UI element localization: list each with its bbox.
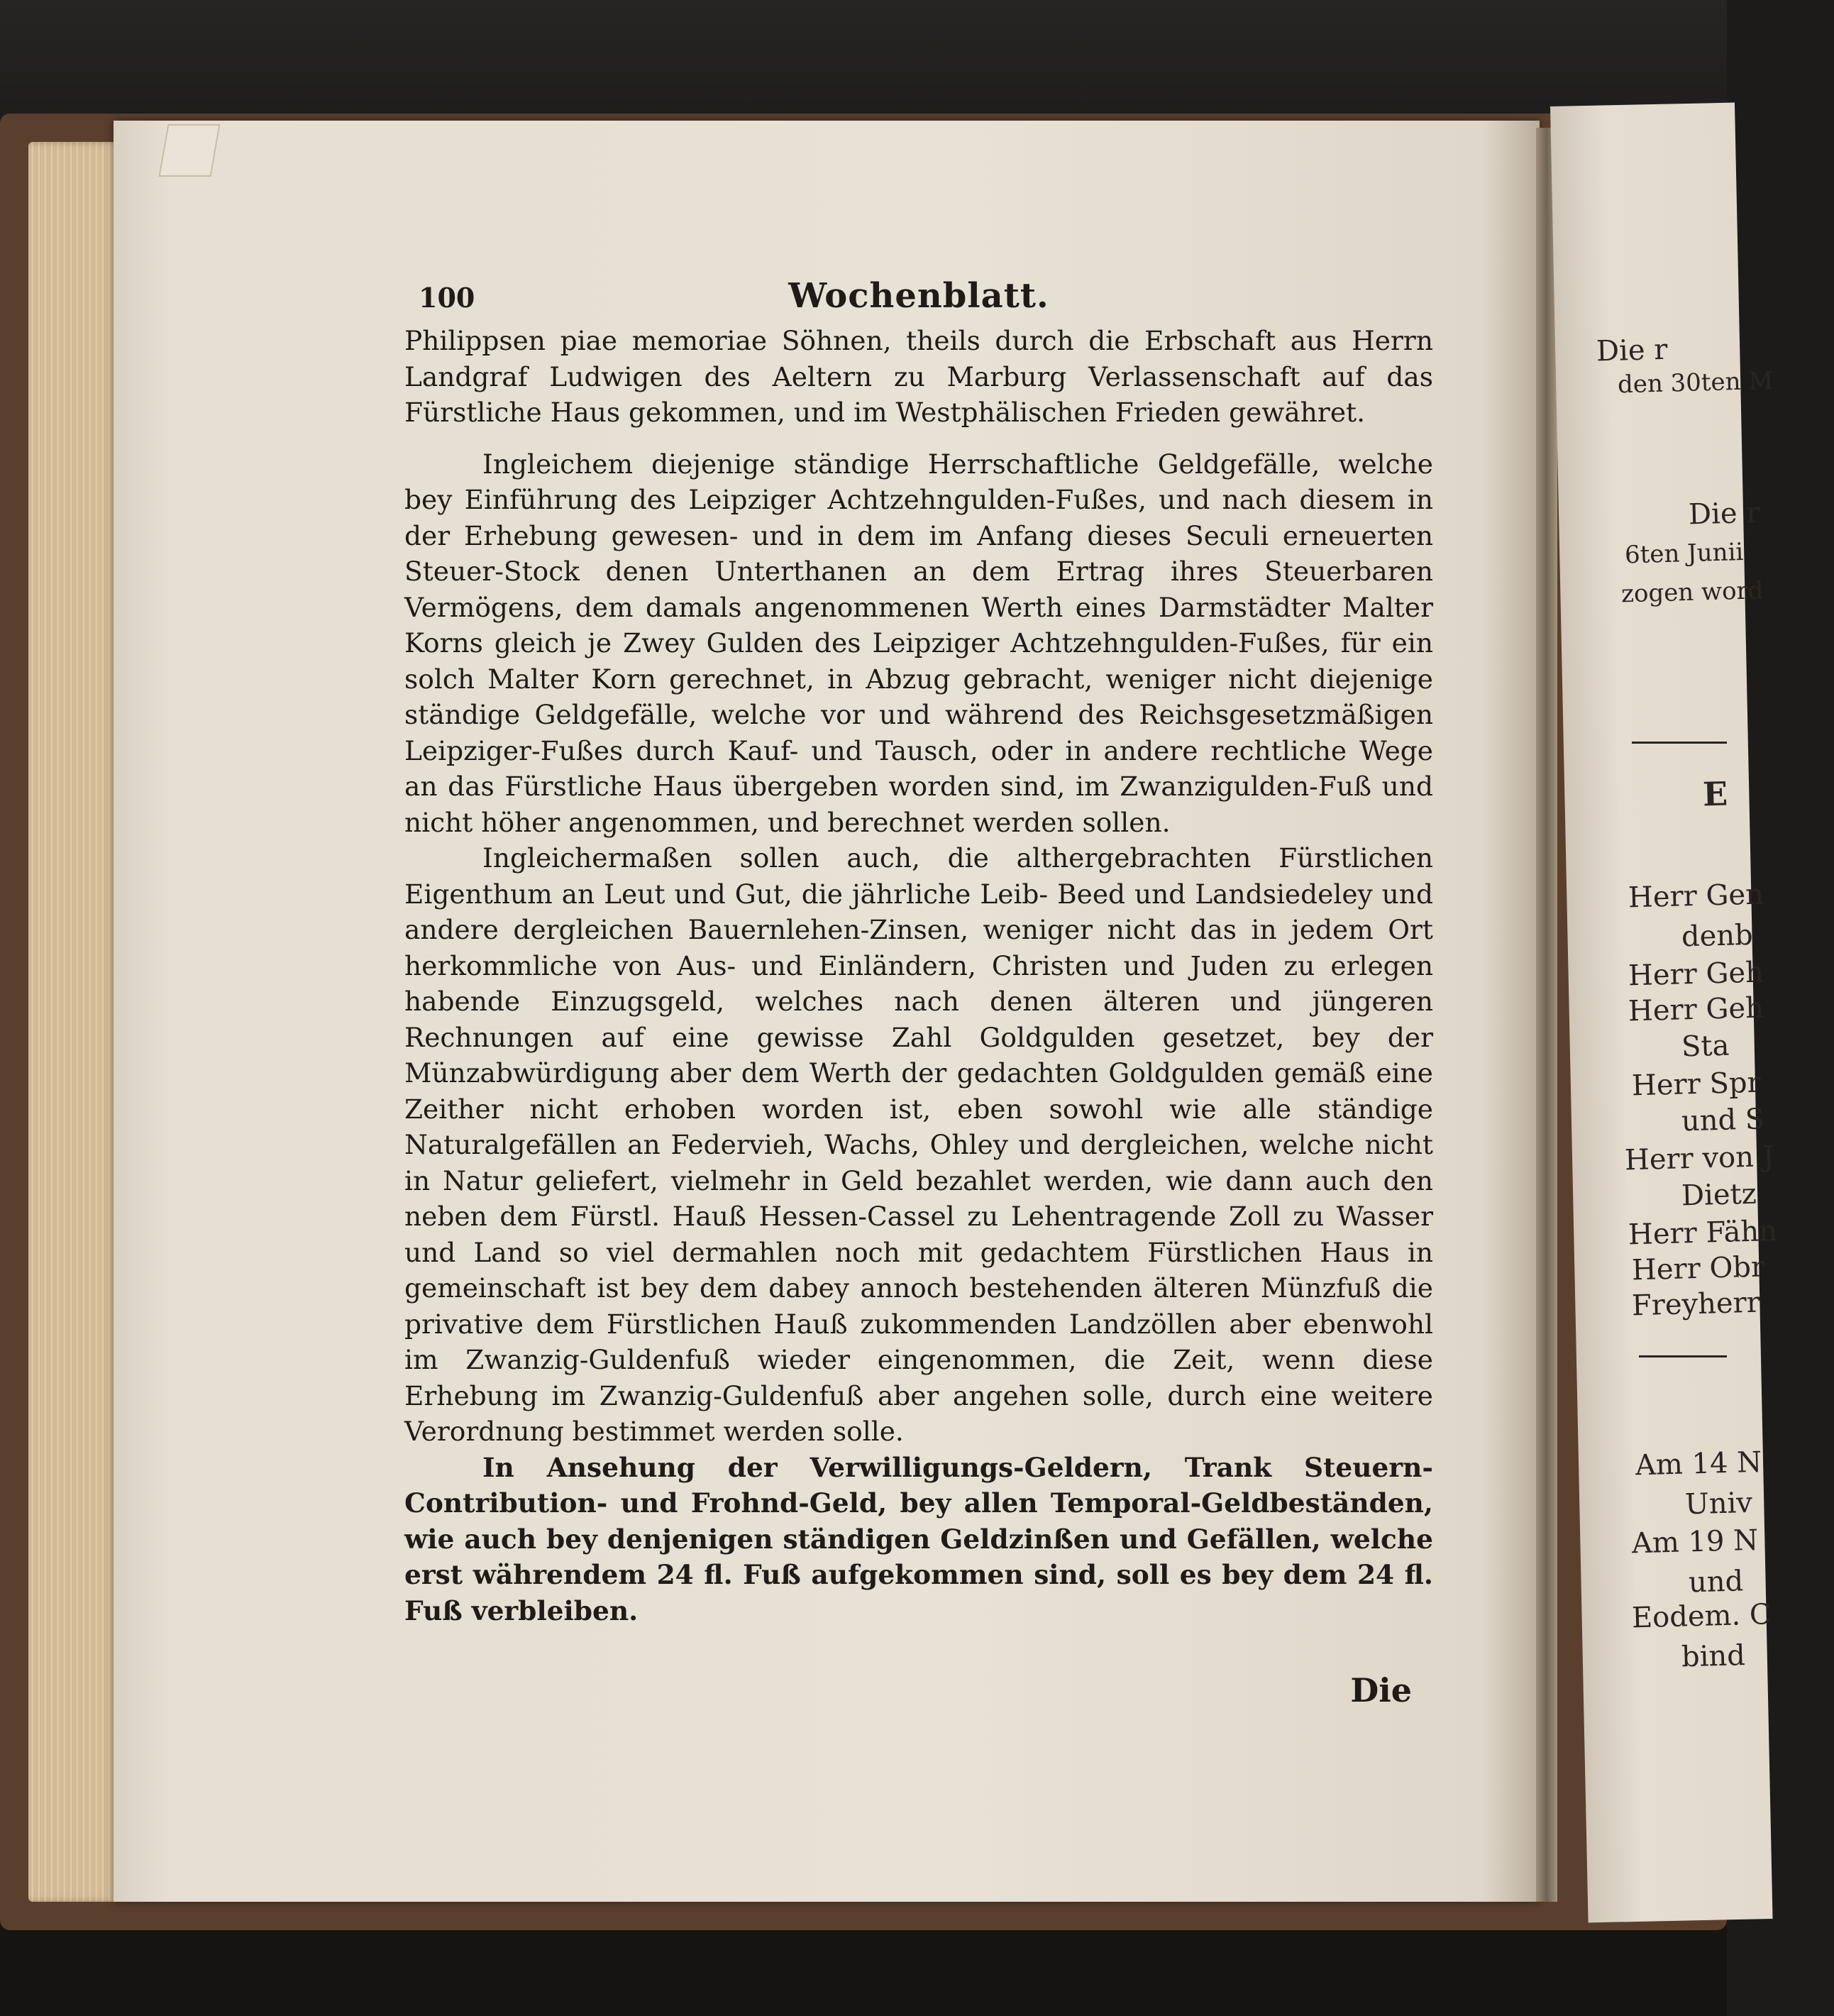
facing-line: Am 19 N bbox=[1631, 1524, 1759, 1560]
facing-line: Herr Geh bbox=[1628, 956, 1764, 993]
book-gutter bbox=[1536, 128, 1557, 1902]
facing-rule bbox=[1632, 742, 1727, 744]
paragraph-2: Ingleichem diejenige ständige Herrschaftliche Geldgefälle, welche bey Einführung des Leipziger Achtzehngulden-Fußes, und nach diesem in der Erhebung gewesen- und in dem im Anfang dieses Seculi erneuerten Steuer-Stock denen Unterthanen an dem Ertrag ihres Steuerbaren Vermögens, dem damals angenommenen Werth eines Darmstädter Malter Korns gleich je Zwey Gulden des Leipziger Achtzehngulden-Fußes, für ein solch Malter Korn gerechnet, in Abzug gebracht, weniger nicht diejenige ständige Geldgefälle, welche vor und während des Reichsgesetzmäßigen Leipziger-Fußes durch Kauf- und Tausch, oder in andere rechtliche Wege an das Fürstliche Haus übergeben worden sind, im Zwanzigulden-Fuß und nicht höher angenommen, und berechnet werden sollen. bbox=[404, 448, 1433, 838]
facing-line: Dietz bbox=[1681, 1177, 1757, 1213]
scan-backdrop-top bbox=[0, 0, 1727, 121]
running-title: Wochenblatt. bbox=[788, 276, 1049, 316]
facing-line: Herr Obr bbox=[1631, 1250, 1765, 1287]
facing-line: und S bbox=[1681, 1103, 1765, 1138]
scan-backdrop-bottom bbox=[0, 1916, 1727, 2016]
facing-line: Univ bbox=[1684, 1486, 1753, 1521]
facing-line: 6ten Junii bbox=[1624, 538, 1744, 570]
facing-line: Am 14 N bbox=[1635, 1445, 1762, 1482]
facing-line: und bbox=[1688, 1565, 1744, 1599]
facing-line: Herr Gen bbox=[1628, 878, 1764, 915]
facing-line: zogen word bbox=[1620, 576, 1764, 609]
facing-line: Eodem. C bbox=[1631, 1598, 1772, 1635]
catchword: Die bbox=[1350, 1671, 1412, 1709]
paragraph-3: Ingleichermaßen sollen auch, die althergebrachten Fürstlichen Eigenthum an Leut und Gut, die jährliche Leib- Beed und Landsiedeley und andere dergleichen Bauernlehen-Zinsen, weniger nicht das in jedem Ort herkommliche von Aus- und Einländern, Christen und Juden zu erlegen habende Einzugsgeld, welches nach denen älteren und jüngeren Rechnungen auf eine gewisse Zahl Goldgulden gesetzet, bey der Münzabwürdigung aber dem Werth der gedachten Goldgulden gemäß eine Zeither nicht erhoben worden ist, eben sowohl wie alle ständige Naturalgefällen an Federvieh, Wachs, Ohley und dergleichen, welche nicht in Natur geliefert, vielmehr in Geld bezahlet werden, wie dann auch den neben dem Fürstl. Hauß Hessen-Cassel zu Lehentragende Zoll zu Wasser und Land so viel dermahlen noch mit gedachtem Fürstlichen Haus in gemeinschaft ist bey dem dabey annoch bestehenden älteren Münzfuß die privative dem Fürstlichen Hauß zukommenden Landzöllen aber ebenwohl im Zwanzig-Guldenfuß wieder eingenommen, die Zeit, wenn diese Erhebung im Zwanzig-Guldenfuß aber angehen solle, durch eine weitere Verordnung bestimmet werden solle. bbox=[404, 842, 1433, 1447]
facing-line: Herr Geh bbox=[1628, 991, 1764, 1028]
facing-line: Die r bbox=[1596, 333, 1668, 368]
facing-line: Sta bbox=[1681, 1029, 1730, 1064]
folded-corner bbox=[158, 124, 220, 177]
facing-line: Herr Fähn bbox=[1628, 1214, 1778, 1252]
facing-line: Freyherr bbox=[1631, 1286, 1761, 1323]
paragraph-4: In Ansehung der Verwilligungs-Geldern, Trank Steuern- Contribution- und Frohnd-Geld, bey allen Temporal-Geldbeständen, wie auch bey denjenigen ständigen Geldzinßen und Gefällen, welche erst währendem 24 fl. Fuß aufgekommen sind, soll es bey dem 24 fl. Fuß verbleiben. bbox=[404, 1451, 1433, 1626]
facing-line: denb bbox=[1681, 918, 1754, 954]
page-text-block bbox=[404, 273, 1433, 1749]
facing-line: Die r bbox=[1688, 496, 1760, 531]
facing-line: E bbox=[1702, 774, 1728, 814]
facing-line: Herr von J bbox=[1624, 1140, 1775, 1177]
facing-line: Herr Spr bbox=[1631, 1066, 1762, 1103]
paragraph-1: Philippsen piae memoriae Söhnen, theils durch die Erbschaft aus Herrn Landgraf Ludwigen des Aeltern zu Marburg Verlassenschaft auf das Fürstliche Haus gekommen, und im Westphälischen Frieden gewähret. bbox=[404, 325, 1433, 428]
facing-line: den 30ten M bbox=[1617, 366, 1774, 400]
facing-line: bind bbox=[1681, 1639, 1746, 1674]
page-header bbox=[404, 273, 1433, 323]
page-number: 100 bbox=[419, 282, 475, 314]
facing-rule bbox=[1639, 1355, 1727, 1357]
